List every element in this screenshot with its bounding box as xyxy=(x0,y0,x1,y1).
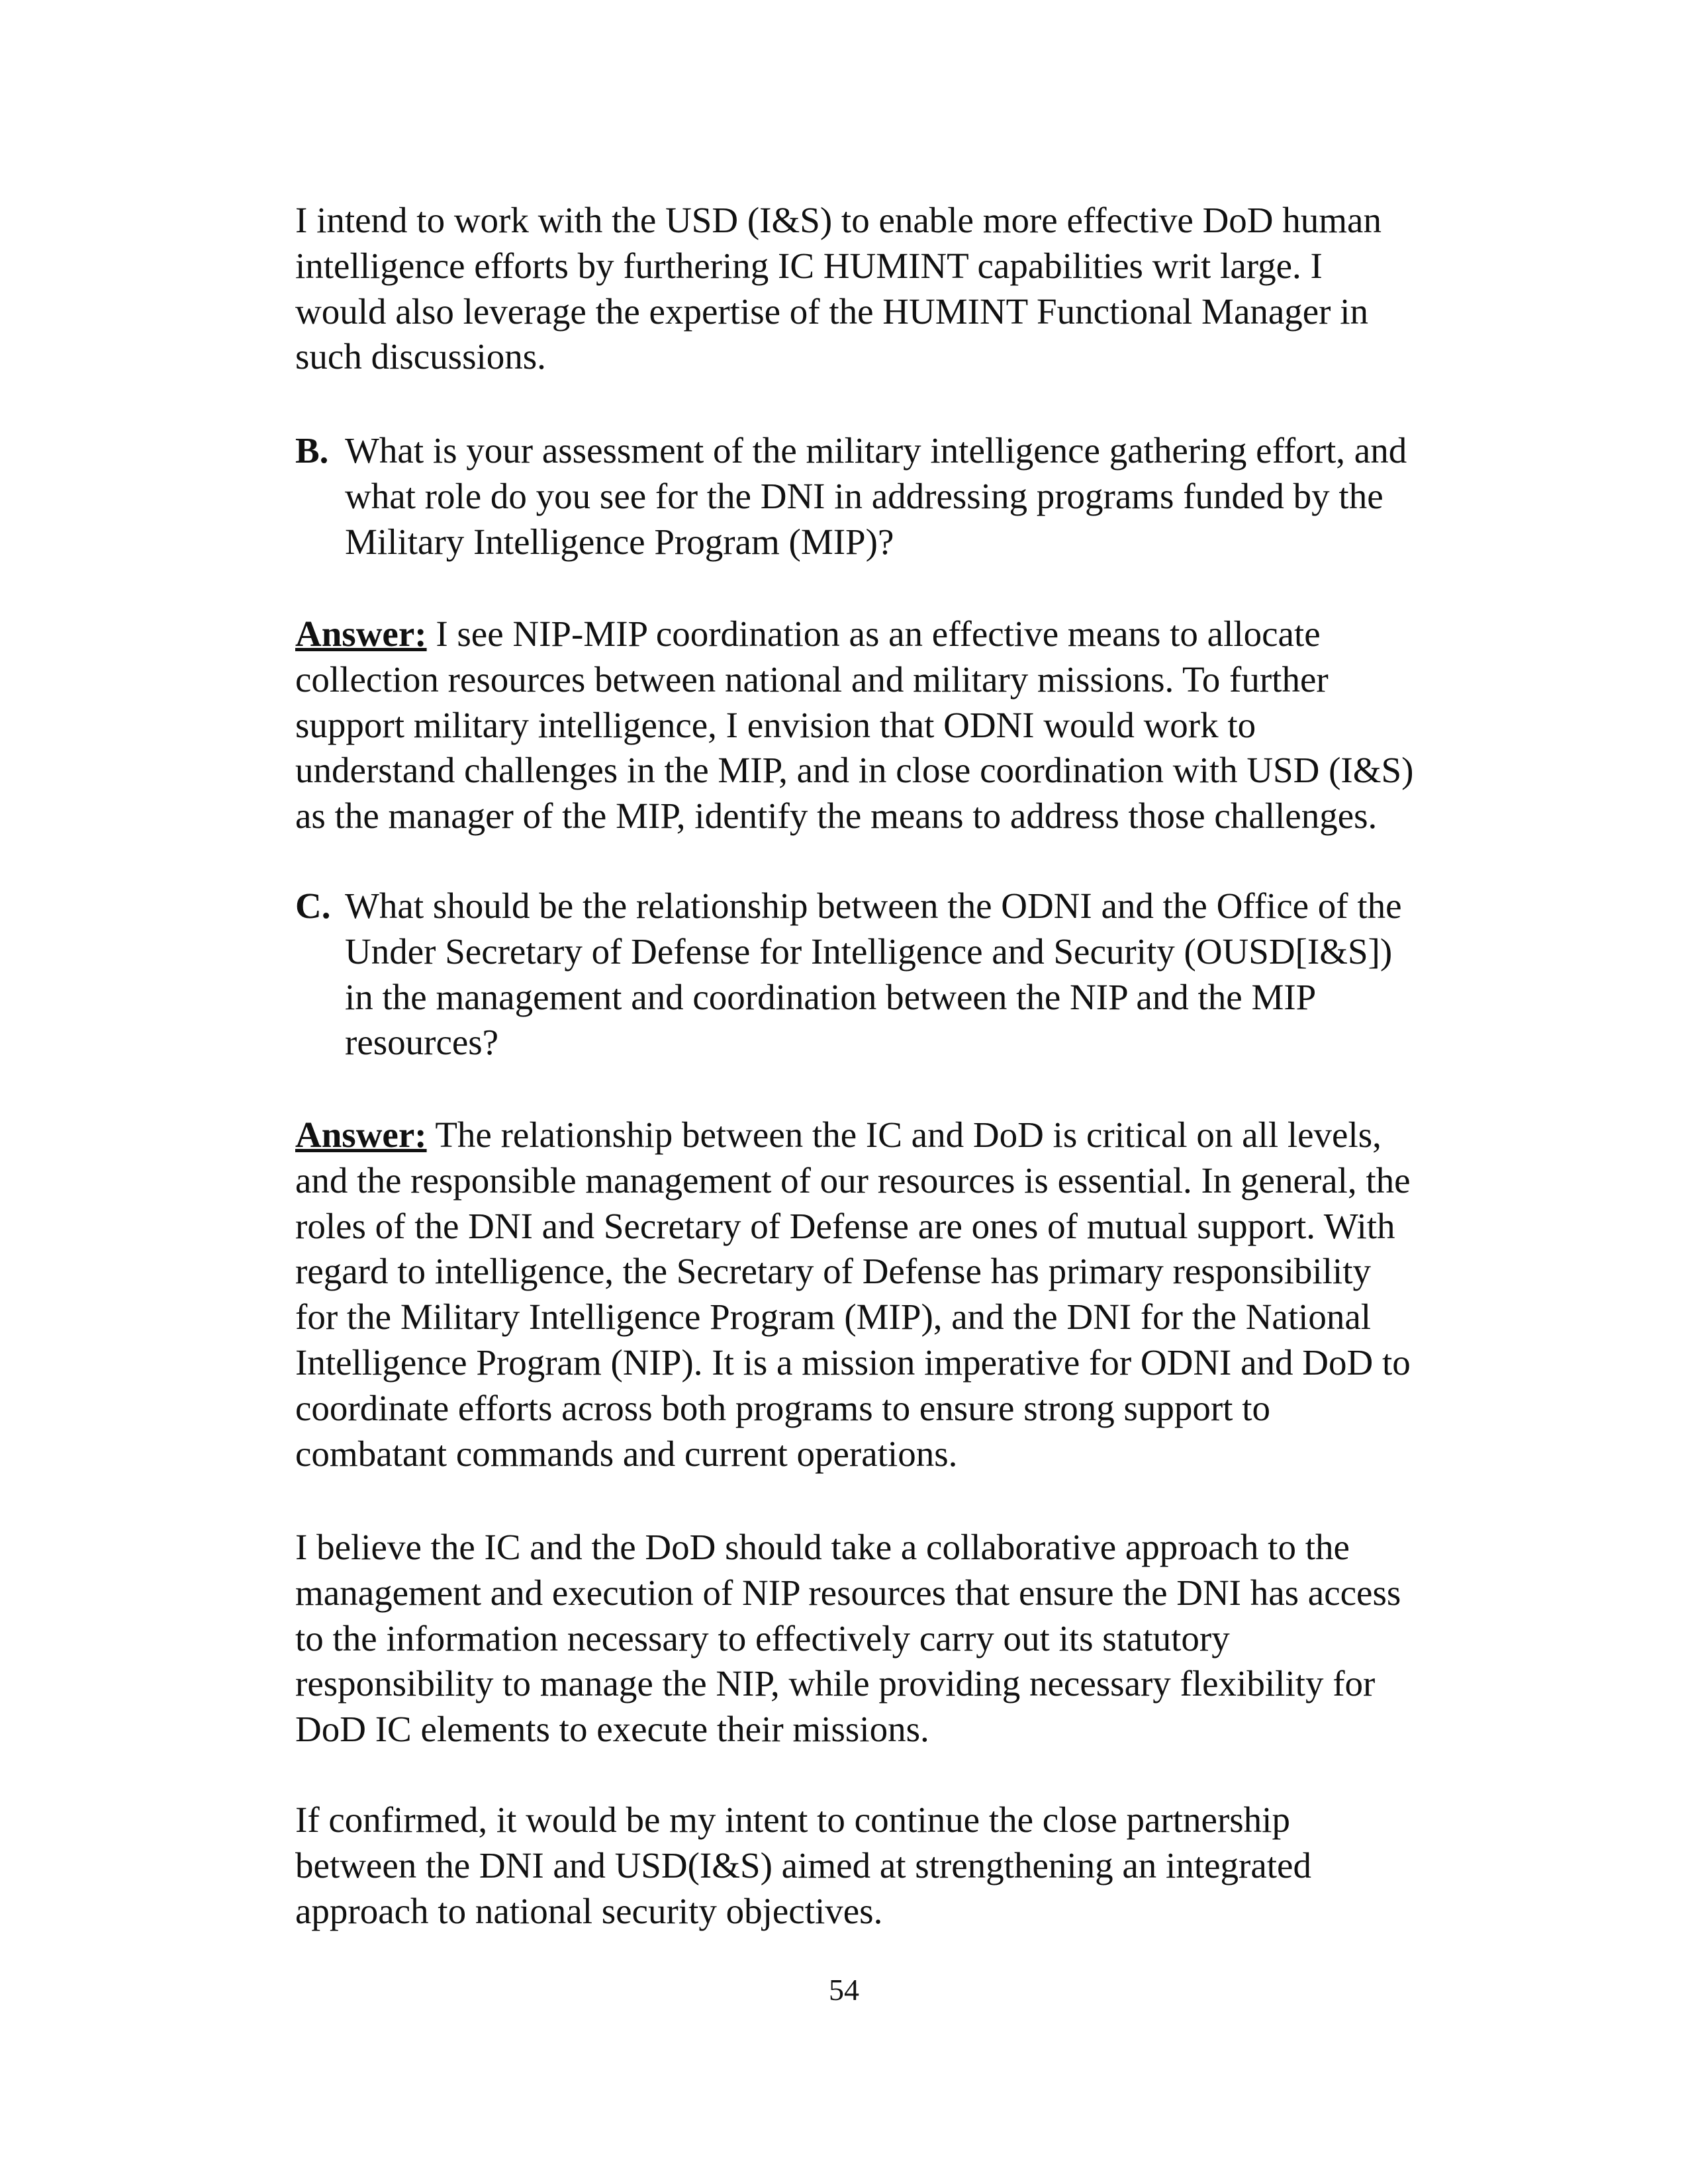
text-line xyxy=(295,794,1487,839)
body-paragraph xyxy=(295,198,1487,380)
text-line xyxy=(295,975,1487,1021)
text-line xyxy=(295,1661,1487,1707)
text-line xyxy=(295,474,1487,520)
question-paragraph xyxy=(295,884,1487,1066)
text-line xyxy=(295,520,1487,565)
line-text: regard to intelligence, the Secretary of Defense has primary responsibility xyxy=(295,1251,1371,1292)
question-paragraph xyxy=(295,428,1487,565)
text-line xyxy=(295,1707,1487,1752)
answer-label: Answer: xyxy=(295,1115,427,1155)
line-text: What is your assessment of the military intelligence gathering effort, and xyxy=(345,430,1407,471)
line-text: roles of the DNI and Secretary of Defense are ones of mutual support. With xyxy=(295,1205,1395,1246)
question-label: B. xyxy=(295,430,329,471)
question-label: C. xyxy=(295,886,331,926)
body-paragraph xyxy=(295,1797,1487,1934)
text-line xyxy=(295,1158,1487,1204)
text-line xyxy=(295,1340,1487,1386)
line-text: DoD IC elements to execute their missions. xyxy=(295,1709,929,1750)
line-text: What should be the relationship between the ODNI and the Office of the xyxy=(345,886,1402,926)
text-line xyxy=(295,198,1487,244)
line-text: for the Military Intelligence Program (MIP), and the DNI for the National xyxy=(295,1297,1372,1338)
line-text: Military Intelligence Program (MIP)? xyxy=(345,521,894,562)
answer-label: Answer: xyxy=(295,614,427,654)
text-line xyxy=(295,334,1487,380)
text-line xyxy=(295,289,1487,335)
text-line xyxy=(295,1843,1487,1889)
line-text: what role do you see for the DNI in addressing programs funded by the xyxy=(345,475,1383,516)
text-line xyxy=(295,748,1487,794)
text-line xyxy=(295,428,1487,474)
text-line xyxy=(295,1525,1487,1570)
text-line xyxy=(295,1889,1487,1934)
text-line xyxy=(295,244,1487,289)
answer-paragraph xyxy=(295,1113,1487,1477)
line-text: approach to national security objectives. xyxy=(295,1890,883,1931)
line-text: in the management and coordination between the NIP and the MIP xyxy=(345,976,1317,1017)
text-line xyxy=(295,1295,1487,1340)
text-line xyxy=(295,612,1487,657)
text-line xyxy=(295,1432,1487,1477)
line-text: to the information necessary to effectively carry out its statutory xyxy=(295,1617,1230,1659)
text-line xyxy=(295,1386,1487,1432)
line-text: If confirmed, it would be my intent to continue the close partnership xyxy=(295,1799,1290,1840)
text-line xyxy=(295,1797,1487,1843)
text-line xyxy=(295,1249,1487,1295)
text-line xyxy=(295,1616,1487,1662)
text-line xyxy=(295,1570,1487,1616)
line-text: I believe the IC and the DoD should take a collaborative approach to the xyxy=(295,1527,1350,1567)
line-text: and the responsible management of our resources is essential. In general, the xyxy=(295,1160,1411,1201)
line-text: between the DNI and USD(I&S) aimed at strengthening an integrated xyxy=(295,1844,1311,1886)
text-line xyxy=(295,703,1487,749)
line-text: would also leverage the expertise of the HUMINT Functional Manager in xyxy=(295,291,1369,332)
line-text: combatant commands and current operations. xyxy=(295,1433,958,1474)
text-line xyxy=(295,1204,1487,1250)
line-text: coordinate efforts across both programs to ensure strong support to xyxy=(295,1387,1270,1428)
text-line xyxy=(295,1020,1487,1066)
line-text: understand challenges in the MIP, and in close coordination with USD (I&S) xyxy=(295,750,1414,791)
text-line xyxy=(295,884,1487,929)
line-text: I intend to work with the USD (I&S) to enable more effective DoD human xyxy=(295,200,1382,240)
text-line xyxy=(295,1113,1487,1158)
line-text: The relationship between the IC and DoD is critical on all levels, xyxy=(426,1115,1382,1155)
line-text: collection resources between national and military missions. To further xyxy=(295,659,1329,700)
body-paragraph xyxy=(295,1525,1487,1752)
page-number: 54 xyxy=(829,1973,859,2007)
text-line xyxy=(295,657,1487,703)
line-text: intelligence efforts by furthering IC HUMINT capabilities writ large. I xyxy=(295,245,1323,286)
text-line xyxy=(295,929,1487,975)
answer-paragraph xyxy=(295,612,1487,839)
line-text: management and execution of NIP resources that ensure the DNI has access xyxy=(295,1572,1401,1613)
line-text: I see NIP-MIP coordination as an effective means to allocate xyxy=(426,614,1321,654)
line-text: Under Secretary of Defense for Intelligence and Security (OUSD[I&S]) xyxy=(345,931,1393,972)
line-text: support military intelligence, I envision that ODNI would work to xyxy=(295,704,1256,745)
line-text: Intelligence Program (NIP). It is a mission imperative for ODNI and DoD to xyxy=(295,1342,1411,1383)
line-text: as the manager of the MIP, identify the means to address those challenges. xyxy=(295,796,1378,837)
line-text: responsibility to manage the NIP, while providing necessary flexibility for xyxy=(295,1663,1376,1704)
line-text: such discussions. xyxy=(295,336,546,377)
line-text: resources? xyxy=(345,1022,499,1063)
